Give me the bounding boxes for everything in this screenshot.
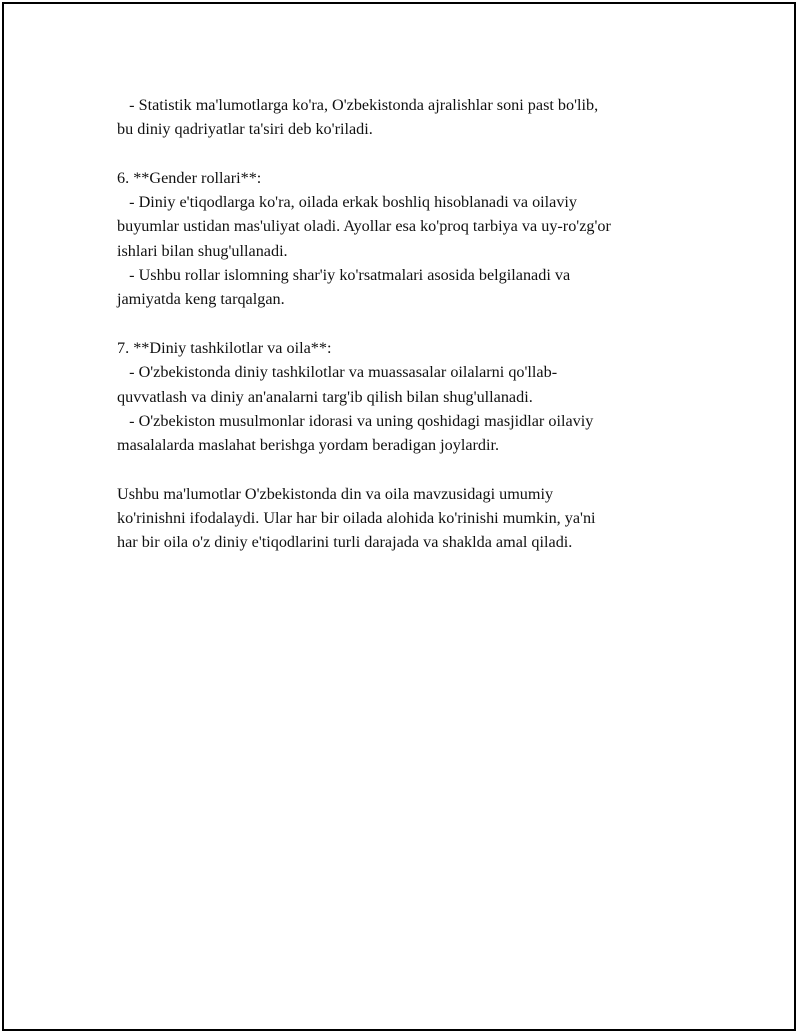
text-line: Ushbu ma'lumotlar O'zbekistonda din va oila mavzusidagi umumiy: [117, 484, 554, 503]
text-line: - Ushbu rollar islomning shar'iy ko'rsatmalari asosida belgilanadi va: [117, 266, 571, 285]
text-line: quvvatlash va diniy an'analarni targ'ib qilish bilan shug'ullanadi.: [117, 387, 533, 406]
text-line: ishlari bilan shug'ullanadi.: [117, 241, 288, 260]
text-line: masalalarda maslahat berishga yordam beradigan joylardir.: [117, 436, 500, 455]
text-line: buyumlar ustidan mas'uliyat oladi. Ayollar esa ko'proq tarbiya va uy-ro'zg'or: [117, 217, 611, 236]
blank-line: [117, 142, 697, 166]
text-line: har bir oila o'z diniy e'tiqodlarini turli darajada va shaklda amal qiladi.: [117, 533, 573, 552]
text-line: - Diniy e'tiqodlarga ko'ra, oilada erkak boshliq hisoblanadi va oilaviy: [117, 193, 578, 212]
text-line: - Statistik ma'lumotlarga ko'ra, O'zbekistonda ajralishlar soni past bo'lib,: [117, 96, 599, 114]
text-line: - O'zbekistonda diniy tashkilotlar va muassasalar oilalarni qo'llab-: [117, 363, 558, 382]
blank-line: [117, 457, 697, 481]
section-heading: 6. **Gender rollari**:: [117, 168, 262, 187]
text-line: ko'rinishni ifodalaydi. Ular har bir oilada alohida ko'rinishi mumkin, ya'ni: [117, 509, 596, 528]
section-heading: 7. **Diniy tashkilotlar va oila**:: [117, 338, 332, 357]
text-line: - O'zbekiston musulmonlar idorasi va uning qoshidagi masjidlar oilaviy: [117, 411, 594, 430]
blank-line: [117, 312, 697, 336]
text-line: bu diniy qadriyatlar ta'siri deb ko'riladi.: [117, 120, 373, 139]
document-body: [117, 93, 697, 555]
text-line: jamiyatda keng tarqalgan.: [117, 290, 285, 309]
